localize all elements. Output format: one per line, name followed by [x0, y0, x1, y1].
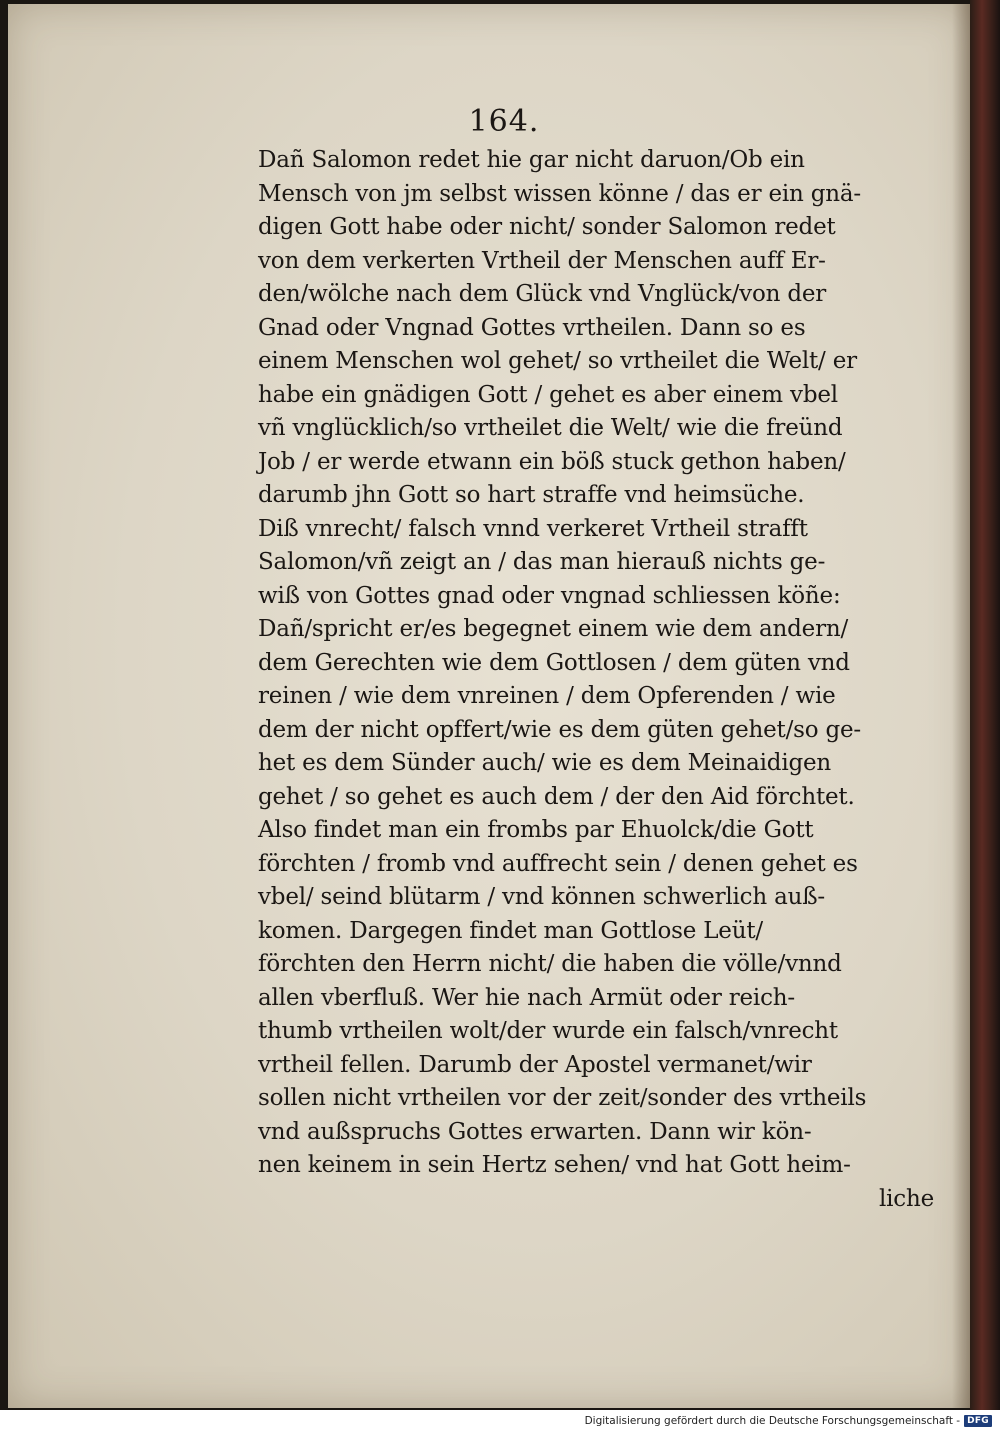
text-line-27: thumb vrtheilen wolt/der wurde ein falsch/vnrecht: [258, 1018, 838, 1044]
text-line-28: vrtheil fellen. Darumb der Apostel vermanet/wir: [258, 1051, 812, 1078]
text-line-16: dem Gerechten wie dem Gottlosen / dem güten vnd: [258, 649, 850, 676]
text-line-21: Also findet man ein frombs par Ehuolck/die Gott: [258, 817, 814, 843]
book-page: [8, 4, 970, 1408]
text-line-23: vbel/ seind blütarm / vnd können schwerlich auß-: [258, 884, 825, 910]
text-line-7: einem Menschen wol gehet/ so vrtheilet die Welt/ er: [258, 348, 857, 374]
text-line-11: darumb jhn Gott so hart straffe vnd heimsüche.: [258, 482, 805, 508]
text-line-6: Gnad oder Vngnad Gottes vrtheilen. Dann so es: [258, 314, 806, 341]
text-line-10: Job / er werde etwann ein böß stuck gethon haben/: [258, 448, 846, 475]
text-line-1: Dañ Salomon redet hie gar nicht daruon/Ob ein: [258, 147, 805, 173]
text-line-31: nen keinem in sein Hertz sehen/ vnd hat Gott heim-: [258, 1152, 851, 1178]
text-line-18: dem der nicht opffert/wie es dem güten gehet/so ge-: [258, 716, 861, 743]
text-line-2: Mensch von jm selbst wissen könne / das er ein gnä-: [258, 180, 862, 207]
text-line-30: vnd außspruchs Gottes erwarten. Dann wir kön-: [258, 1118, 812, 1145]
text-line-5: den/wölche nach dem Glück vnd Vnglück/von der: [258, 281, 827, 307]
dfg-logo-icon: DFG: [964, 1415, 992, 1427]
body-text: [258, 144, 958, 1216]
text-line-14: wiß von Gottes gnad oder vngnad schliessen köñe:: [258, 582, 841, 609]
text-line-25: förchten den Herrn nicht/ die haben die völle/vnnd: [258, 951, 842, 977]
text-line-4: von dem verkerten Vrtheil der Menschen auff Er-: [258, 247, 826, 274]
text-line-19: het es dem Sünder auch/ wie es dem Meinaidigen: [258, 750, 832, 776]
text-line-24: komen. Dargegen findet man Gottlose Leüt/: [258, 917, 763, 944]
text-line-15: Dañ/spricht er/es begegnet einem wie dem andern/: [258, 616, 849, 642]
catchword: liche: [878, 1185, 934, 1212]
text-line-9: vñ vnglücklich/so vrtheilet die Welt/ wie die freünd: [258, 415, 843, 441]
page-number: 164.: [468, 104, 540, 139]
book-binding: [970, 0, 1000, 1410]
footer-credit: Digitalisierung gefördert durch die Deutsche Forschungsgemeinschaft -: [584, 1415, 961, 1427]
text-line-17: reinen / wie dem vnreinen / dem Opferenden / wie: [258, 683, 836, 709]
text-line-22: förchten / fromb vnd auffrecht sein / denen gehet es: [258, 850, 858, 877]
text-line-29: sollen nicht vrtheilen vor der zeit/sonder des vrtheils: [258, 1085, 867, 1111]
text-line-13: Salomon/vñ zeigt an / das man hierauß nichts ge-: [258, 549, 826, 575]
text-line-20: gehet / so gehet es auch dem / der den Aid förchtet.: [258, 783, 855, 810]
text-line-12: Diß vnrecht/ falsch vnnd verkeret Vrtheil strafft: [258, 515, 808, 542]
footer-bar: [0, 1410, 1000, 1432]
text-line-3: digen Gott habe oder nicht/ sonder Salomon redet: [258, 214, 836, 240]
text-line-8: habe ein gnädigen Gott / gehet es aber einem vbel: [258, 381, 838, 408]
text-line-26: allen vberfluß. Wer hie nach Armüt oder reich-: [258, 984, 795, 1011]
